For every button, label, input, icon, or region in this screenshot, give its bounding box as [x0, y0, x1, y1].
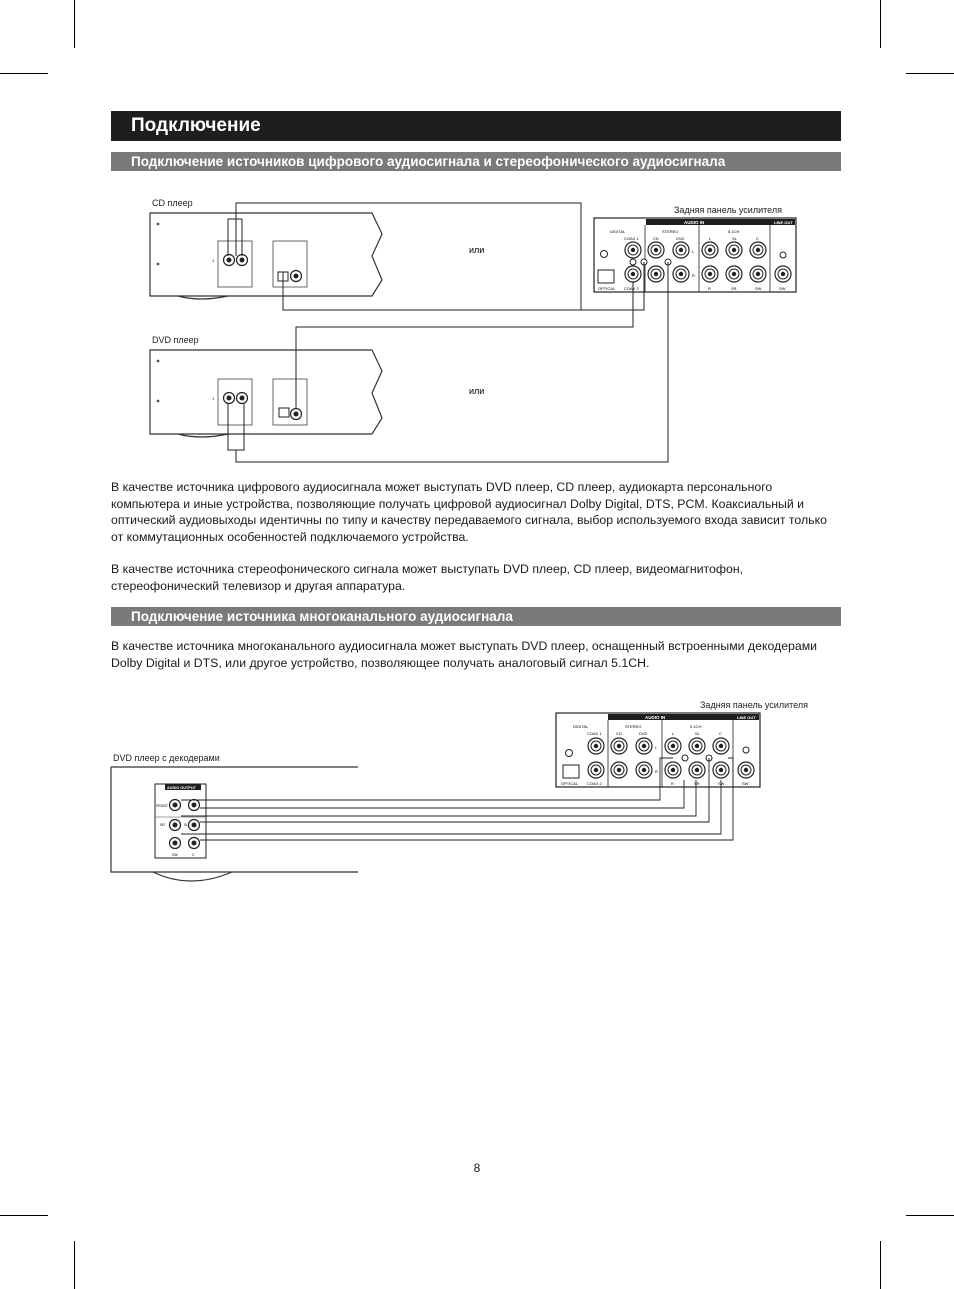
svg-text:DVD: DVD: [676, 236, 685, 241]
svg-text:AUDIO IN: AUDIO IN: [645, 715, 666, 720]
cd-player-label: CD плеер: [152, 198, 193, 208]
crop-mark: [906, 1215, 954, 1216]
dvd-player-body: [150, 350, 382, 434]
section-heading-multichannel: Подключение источника многоканального аудиосигнала: [111, 607, 841, 626]
svg-text:STEREO: STEREO: [662, 229, 679, 234]
svg-text:SW: SW: [172, 853, 178, 857]
or-label: или: [469, 386, 485, 396]
amp-sr-jack: [726, 266, 742, 282]
audio-output-panel: [155, 784, 206, 858]
svg-text:AUDIO OUTPUT: AUDIO OUTPUT: [167, 786, 196, 790]
amp-cd-r-jack: [648, 266, 664, 282]
dvd-analog-jack-r: [237, 393, 248, 404]
svg-text:OPTICAL: OPTICAL: [561, 781, 579, 786]
amp-c-jack: [750, 242, 766, 258]
page-title: Подключение: [111, 111, 841, 141]
svg-text:R: R: [671, 781, 674, 786]
amp-dvd-r-jack: [673, 266, 689, 282]
crop-mark: [880, 0, 881, 48]
dvd-front-r-jack: [189, 800, 200, 811]
svg-text:R: R: [692, 273, 695, 278]
svg-text:OPTICAL: OPTICAL: [598, 286, 616, 291]
amp-cd-l-jack: [648, 242, 664, 258]
paragraph-digital-sources: В качестве источника цифрового аудиосигнала может выступать DVD плеер, CD плеер, аудиокарта персонального компьютера и иные устройства, позволяющие получать цифровой аудиосигнал Dolby Digital, DTS, PCM. Коаксиальный и оптический аудиовыходы идентичны по типу и качеству передаваемого сигнала, выбор используемого входа зависит только от коммутационных особенностей подключаемого устройства.: [111, 480, 827, 544]
cd-player-body: [150, 213, 382, 296]
cd-coax-jack: [291, 271, 302, 282]
svg-text:5.1CH: 5.1CH: [728, 229, 740, 234]
svg-text:COAX 1: COAX 1: [624, 236, 639, 241]
amp-sr-jack: [689, 762, 705, 778]
amplifier-rear-panel: [556, 713, 760, 787]
diagram-digital-stereo-connection: [0, 190, 954, 470]
svg-text:DVD: DVD: [639, 731, 648, 736]
paragraph-multichannel-sources: В качестве источника многоканального аудиосигнала может выступать DVD плеер, оснащенный встроенными декодерами Dolby Digital и DTS, или другое устройство, позволяющее получать аналоговый сигнал 5.1CH.: [111, 639, 818, 670]
amp-panel-label: Задняя панель усилителя: [674, 205, 782, 215]
dvd-player-label: DVD плеер: [152, 335, 199, 345]
or-label: или: [469, 245, 485, 255]
svg-text:SW: SW: [742, 781, 749, 786]
svg-text:SL: SL: [695, 731, 700, 736]
svg-text:COAX 2: COAX 2: [587, 781, 602, 786]
cd-analog-jack-r: [237, 255, 248, 266]
amp-sw-out-jack: [775, 266, 791, 282]
svg-text:LINE OUT: LINE OUT: [737, 715, 756, 720]
amp-l-jack: [702, 242, 718, 258]
svg-text:L: L: [672, 731, 675, 736]
svg-text:R: R: [655, 769, 658, 774]
dvd-sw-jack: [170, 838, 181, 849]
dvd-decoder-player-label: DVD плеер с декодерами: [113, 753, 220, 763]
amp-r-jack: [702, 266, 718, 282]
paragraph-stereo-sources: В качестве источника стереофонического сигнала может выступать DVD плеер, CD плеер, видеомагнитофон, стереофонический телевизор и другая аппаратура.: [111, 562, 744, 593]
amp-l-jack: [665, 738, 681, 754]
dvd-sl-jack: [189, 820, 200, 831]
crop-mark: [74, 1241, 75, 1289]
dvd-c-jack: [189, 838, 200, 849]
svg-text:L: L: [692, 249, 695, 254]
svg-text:L: L: [655, 745, 658, 750]
svg-text:1: 1: [212, 258, 215, 263]
svg-text:AUDIO IN: AUDIO IN: [684, 220, 705, 225]
crop-mark: [0, 1215, 48, 1216]
svg-text:SR: SR: [731, 286, 737, 291]
svg-text:STEREO: STEREO: [625, 724, 642, 729]
svg-text:C: C: [756, 236, 759, 241]
svg-text:COAX 2: COAX 2: [624, 286, 639, 291]
crop-mark: [0, 73, 48, 74]
svg-text:SL: SL: [732, 236, 737, 241]
crop-mark: [880, 1241, 881, 1289]
svg-text:C: C: [192, 853, 195, 857]
amp-coax1-jack: [625, 242, 641, 258]
svg-text:L: L: [709, 236, 712, 241]
amp-coax2-jack: [625, 266, 641, 282]
dvd-front-l-jack: [170, 800, 181, 811]
svg-text:DIGITAL: DIGITAL: [610, 229, 626, 234]
svg-text:COAX 1: COAX 1: [587, 731, 602, 736]
dvd-decoder-player-body: [111, 767, 358, 872]
svg-text:CD: CD: [616, 731, 622, 736]
amp-sw-jack: [713, 762, 729, 778]
amp-r-jack: [665, 762, 681, 778]
dvd-sr-jack: [170, 820, 181, 831]
cd-analog-jack-l: [224, 255, 235, 266]
svg-text:SR: SR: [160, 823, 165, 827]
svg-text:SW: SW: [779, 286, 786, 291]
amp-panel-label: Задняя панель усилителя: [700, 700, 808, 710]
crop-mark: [74, 0, 75, 48]
diagram-multichannel-connection: [0, 695, 954, 890]
amp-c-jack: [713, 738, 729, 754]
svg-text:CD: CD: [653, 236, 659, 241]
amp-dvd-l-jack: [673, 242, 689, 258]
svg-text:SW: SW: [755, 286, 762, 291]
svg-text:FRONT: FRONT: [156, 804, 169, 808]
svg-text:1: 1: [212, 396, 215, 401]
svg-text:5.1CH: 5.1CH: [690, 724, 702, 729]
crop-mark: [906, 73, 954, 74]
svg-text:C: C: [719, 731, 722, 736]
svg-text:R: R: [708, 286, 711, 291]
dvd-coax-jack: [291, 409, 302, 420]
svg-text:SW: SW: [718, 781, 725, 786]
amp-sl-jack: [726, 242, 742, 258]
amp-sl-jack: [689, 738, 705, 754]
svg-text:SR: SR: [694, 781, 700, 786]
amplifier-rear-panel: [594, 218, 796, 292]
dvd-analog-jack-l: [224, 393, 235, 404]
amp-sw-jack: [750, 266, 766, 282]
page-number: 8: [473, 1161, 481, 1175]
svg-text:SL: SL: [184, 823, 189, 827]
svg-text:DIGITAL: DIGITAL: [573, 724, 589, 729]
section-heading-digital-stereo: Подключение источников цифрового аудиосигнала и стереофонического аудиосигнала: [111, 152, 841, 171]
svg-text:LINE OUT: LINE OUT: [774, 220, 793, 225]
